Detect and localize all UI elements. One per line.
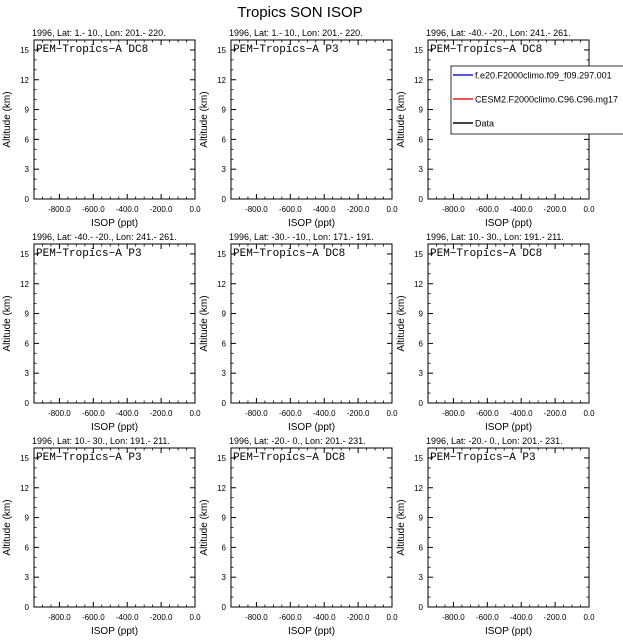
panel-frame <box>231 244 392 403</box>
x-tick-label: -400.0 <box>115 613 139 622</box>
y-tick-label: 12 <box>414 279 423 289</box>
y-tick-label: 12 <box>217 483 226 493</box>
x-axis-label: ISOP (ppt) <box>90 422 139 433</box>
y-axis-label: Altitude (km) <box>2 295 13 352</box>
panel-subtitle: 1996, Lat: -20.- 0., Lon: 201.- 231. <box>426 436 563 446</box>
y-tick-label: 12 <box>414 483 423 493</box>
y-tick-label: 15 <box>414 453 423 463</box>
y-axis-label: Altitude (km) <box>396 91 407 148</box>
y-tick-label: 0 <box>24 603 29 612</box>
x-tick-label: 0.0 <box>386 409 398 418</box>
legend-label: CESM2.F2000climo.C96.C96.mg17 <box>475 94 619 105</box>
y-tick-label: 0 <box>221 603 226 612</box>
x-tick-label: -200.0 <box>543 613 567 622</box>
y-tick-label: 15 <box>20 45 29 55</box>
panel-5 <box>199 232 398 433</box>
x-tick-label: -800.0 <box>245 409 268 418</box>
x-tick-label: -200.0 <box>149 205 173 214</box>
y-tick-label: 3 <box>221 369 226 379</box>
x-tick-label: -200.0 <box>149 409 173 418</box>
y-tick-label: 12 <box>20 483 29 493</box>
y-tick-label: 6 <box>418 339 423 349</box>
campaign-label: PEM−Tropics−A DC8 <box>430 44 543 56</box>
x-tick-label: 0.0 <box>583 205 595 214</box>
panel-4 <box>2 232 201 433</box>
y-tick-label: 9 <box>221 309 226 319</box>
panel-frame <box>34 244 195 403</box>
panel-subtitle: 1996, Lat: -20.- 0., Lon: 201.- 231. <box>229 436 366 446</box>
campaign-label: PEM−Tropics−A P3 <box>430 452 536 464</box>
x-tick-label: -600.0 <box>475 409 499 418</box>
y-tick-label: 9 <box>24 105 29 115</box>
y-tick-label: 6 <box>24 135 29 145</box>
panel-subtitle: 1996, Lat: 1.- 10., Lon: 201.- 220. <box>32 28 166 38</box>
x-axis-label: ISOP (ppt) <box>484 218 533 229</box>
panel-subtitle: 1996, Lat: 1.- 10., Lon: 201.- 220. <box>229 28 363 38</box>
x-tick-label: -800.0 <box>442 613 465 622</box>
y-tick-label: 0 <box>221 195 226 204</box>
x-tick-label: 0.0 <box>386 205 398 214</box>
x-tick-label: -800.0 <box>48 613 71 622</box>
panel-frame <box>428 244 589 403</box>
x-tick-label: 0.0 <box>189 205 201 214</box>
x-tick-label: -400.0 <box>115 409 139 418</box>
campaign-label: PEM−Tropics−A DC8 <box>233 248 346 260</box>
campaign-label: PEM−Tropics−A P3 <box>233 44 339 56</box>
x-tick-label: -800.0 <box>48 409 71 418</box>
x-tick-label: -600.0 <box>81 409 105 418</box>
x-tick-label: 0.0 <box>583 613 595 622</box>
x-tick-label: -400.0 <box>312 613 336 622</box>
x-tick-label: -400.0 <box>312 205 336 214</box>
x-axis-label: ISOP (ppt) <box>90 626 139 637</box>
y-axis-label: Altitude (km) <box>2 91 13 148</box>
y-tick-label: 15 <box>414 249 423 259</box>
y-tick-label: 15 <box>20 249 29 259</box>
y-tick-label: 12 <box>20 75 29 85</box>
legend <box>451 66 623 134</box>
y-tick-label: 6 <box>221 339 226 349</box>
x-tick-label: -600.0 <box>475 613 499 622</box>
legend-label: f.e20.F2000climo.f09_f09.297.001 <box>475 70 612 81</box>
x-tick-label: -800.0 <box>245 613 268 622</box>
y-tick-label: 3 <box>24 573 29 583</box>
y-axis-label: Altitude (km) <box>199 499 210 556</box>
x-tick-label: -600.0 <box>278 613 302 622</box>
y-tick-label: 9 <box>221 105 226 115</box>
x-tick-label: -600.0 <box>278 205 302 214</box>
y-tick-label: 15 <box>217 249 226 259</box>
panel-subtitle: 1996, Lat: 10.- 30., Lon: 191.- 211. <box>426 232 564 242</box>
y-tick-label: 9 <box>221 513 226 523</box>
y-tick-label: 0 <box>221 399 226 408</box>
y-tick-label: 12 <box>20 279 29 289</box>
y-tick-label: 6 <box>418 135 423 145</box>
panel-subtitle: 1996, Lat: -40.- -20., Lon: 241.- 261. <box>426 28 571 38</box>
x-tick-label: -800.0 <box>442 409 465 418</box>
y-axis-label: Altitude (km) <box>2 499 13 556</box>
y-tick-label: 0 <box>418 603 423 612</box>
y-tick-label: 6 <box>221 543 226 553</box>
panel-frame <box>34 448 195 607</box>
x-tick-label: -200.0 <box>346 205 370 214</box>
campaign-label: PEM−Tropics−A DC8 <box>36 44 149 56</box>
x-tick-label: -200.0 <box>149 613 173 622</box>
x-tick-label: -400.0 <box>509 409 533 418</box>
y-tick-label: 15 <box>217 45 226 55</box>
y-tick-label: 0 <box>24 195 29 204</box>
y-tick-label: 6 <box>24 339 29 349</box>
x-tick-label: -400.0 <box>115 205 139 214</box>
y-axis-label: Altitude (km) <box>199 91 210 148</box>
y-axis-label: Altitude (km) <box>396 499 407 556</box>
panel-7 <box>2 436 201 637</box>
x-tick-label: -600.0 <box>81 205 105 214</box>
x-tick-label: -200.0 <box>543 409 567 418</box>
x-tick-label: -200.0 <box>543 205 567 214</box>
y-tick-label: 9 <box>24 309 29 319</box>
y-tick-label: 0 <box>418 195 423 204</box>
panel-8 <box>199 436 398 637</box>
x-tick-label: -600.0 <box>81 613 105 622</box>
y-tick-label: 3 <box>418 165 423 175</box>
figure-title: Tropics SON ISOP <box>237 4 363 21</box>
y-tick-label: 15 <box>217 453 226 463</box>
x-tick-label: 0.0 <box>583 409 595 418</box>
x-tick-label: 0.0 <box>189 613 201 622</box>
y-tick-label: 9 <box>418 513 423 523</box>
panel-frame <box>428 448 589 607</box>
x-tick-label: -600.0 <box>278 409 302 418</box>
x-tick-label: -800.0 <box>442 205 465 214</box>
x-axis-label: ISOP (ppt) <box>484 422 533 433</box>
y-tick-label: 15 <box>414 45 423 55</box>
y-tick-label: 9 <box>418 309 423 319</box>
y-tick-label: 3 <box>24 165 29 175</box>
x-axis-label: ISOP (ppt) <box>287 218 336 229</box>
panel-6 <box>396 232 595 433</box>
legend-label: Data <box>475 118 495 129</box>
y-tick-label: 12 <box>217 75 226 85</box>
panel-frame <box>231 448 392 607</box>
x-axis-label: ISOP (ppt) <box>287 626 336 637</box>
y-tick-label: 6 <box>418 543 423 553</box>
campaign-label: PEM−Tropics−A P3 <box>36 248 142 260</box>
y-tick-label: 6 <box>221 135 226 145</box>
x-tick-label: -800.0 <box>48 205 71 214</box>
x-axis-label: ISOP (ppt) <box>287 422 336 433</box>
panel-frame <box>34 40 195 199</box>
y-tick-label: 12 <box>217 279 226 289</box>
x-tick-label: -400.0 <box>509 205 533 214</box>
y-tick-label: 3 <box>24 369 29 379</box>
panel-subtitle: 1996, Lat: -40.- -20., Lon: 241.- 261. <box>32 232 177 242</box>
campaign-label: PEM−Tropics−A P3 <box>36 452 142 464</box>
y-tick-label: 3 <box>418 573 423 583</box>
panel-subtitle: 1996, Lat: 10.- 30., Lon: 191.- 211. <box>32 436 170 446</box>
y-tick-label: 9 <box>418 105 423 115</box>
campaign-label: PEM−Tropics−A DC8 <box>430 248 543 260</box>
panel-frame <box>231 40 392 199</box>
campaign-label: PEM−Tropics−A DC8 <box>233 452 346 464</box>
y-tick-label: 12 <box>414 75 423 85</box>
y-tick-label: 0 <box>418 399 423 408</box>
panel-2 <box>199 28 398 229</box>
y-axis-label: Altitude (km) <box>396 295 407 352</box>
y-tick-label: 9 <box>24 513 29 523</box>
x-tick-label: -200.0 <box>346 613 370 622</box>
y-tick-label: 6 <box>24 543 29 553</box>
panel-1 <box>2 28 201 229</box>
y-tick-label: 3 <box>221 165 226 175</box>
y-tick-label: 3 <box>221 573 226 583</box>
x-tick-label: 0.0 <box>189 409 201 418</box>
x-tick-label: -400.0 <box>312 409 336 418</box>
y-tick-label: 0 <box>24 399 29 408</box>
x-axis-label: ISOP (ppt) <box>484 626 533 637</box>
panel-9 <box>396 436 595 637</box>
y-tick-label: 15 <box>20 453 29 463</box>
x-tick-label: 0.0 <box>386 613 398 622</box>
x-axis-label: ISOP (ppt) <box>90 218 139 229</box>
x-tick-label: -400.0 <box>509 613 533 622</box>
x-tick-label: -600.0 <box>475 205 499 214</box>
x-tick-label: -800.0 <box>245 205 268 214</box>
x-tick-label: -200.0 <box>346 409 370 418</box>
y-tick-label: 3 <box>418 369 423 379</box>
y-axis-label: Altitude (km) <box>199 295 210 352</box>
panel-subtitle: 1996, Lat: -30.- -10., Lon: 171.- 191. <box>229 232 374 242</box>
